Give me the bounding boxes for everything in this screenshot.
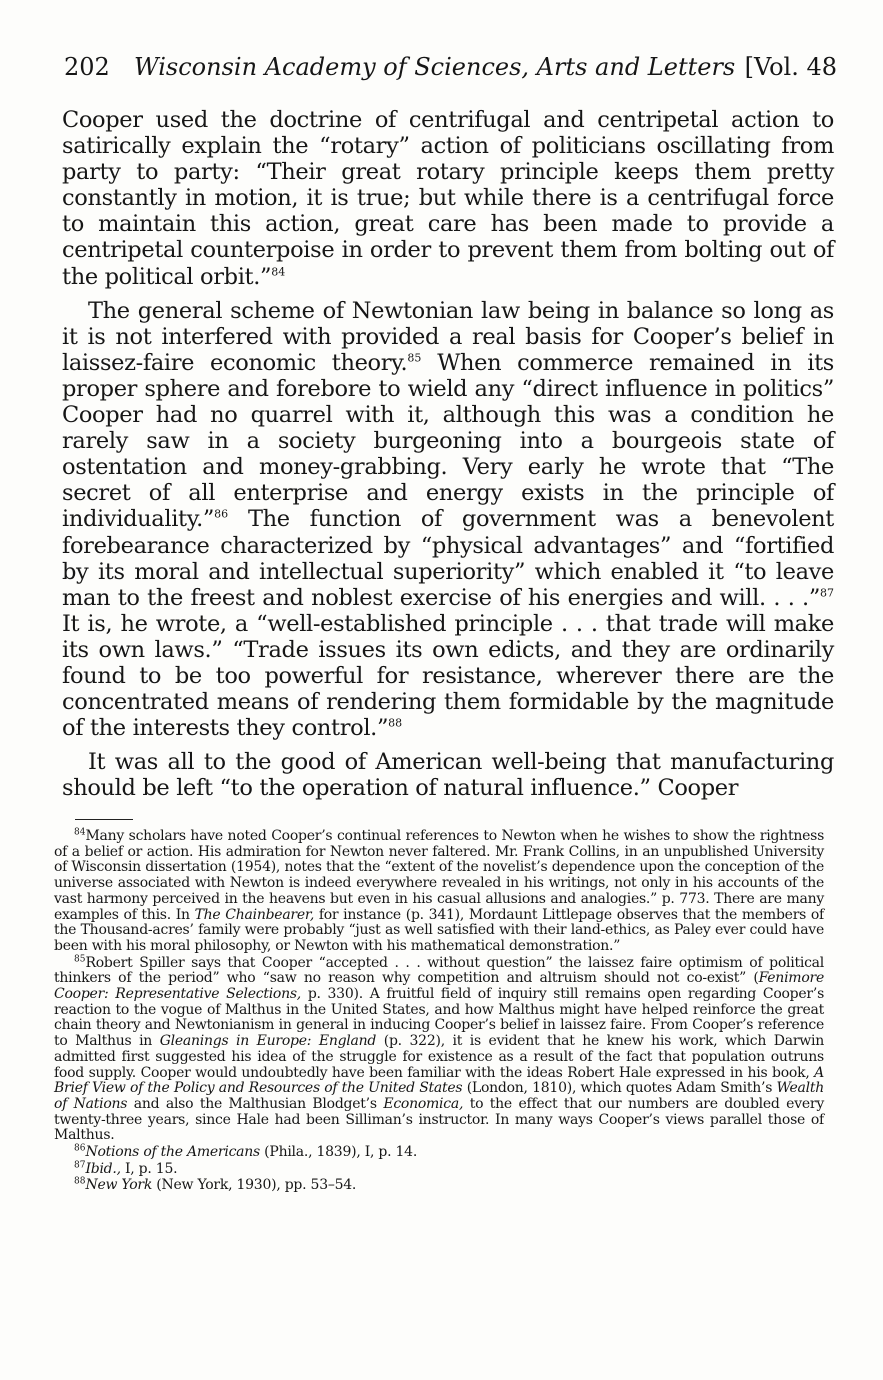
footnote-divider — [75, 819, 133, 820]
paragraph-1: Cooper used the doctrine of centrifugal and centripetal action to satirically explain the “rotary” action of politicians oscillating from party to party: “Their great rotary principle keeps them pretty constantly in motion, it is true; but while there is a centrifugal force to maintain this action, great care has been made to provide a centripetal counterpoise in order to prevent them from bolting out of the political orbit.”$^{84}$ — [62, 107, 834, 290]
cited-title: Gleanings in Europe: England — [159, 1033, 377, 1050]
cited-title: Fenimore Cooper: Representative Selections, — [54, 970, 824, 1003]
footnote-number: 88 — [74, 1176, 86, 1187]
footnote-number: 87 — [74, 1160, 86, 1171]
cited-title: Notions of the Americans — [85, 1144, 260, 1161]
footnote-ref-85[interactable]: 85 — [407, 351, 422, 365]
footnote-ref-86[interactable]: 86 — [214, 507, 229, 521]
paragraph-2: The general scheme of Newtonian law being in balance so long as it is not interfered with provided a real basis for Cooper’s belief in laissez-faire economic theory.$^{85}$ When commerce remained in its proper sphere and forebore to wield any “direct influence in politics” Cooper had no quarrel with it, although this was a condition he rarely saw in a society burgeoning into a bourgeois state of ostentation and money-grabbing. Very early he wrote that “The secret of all enterprise and energy exists in the principle of individuality.”$^{86}$ The function of government was a benevolent forebearance characterized by “physical advantages” and “fortified by its moral and intellectual superiority” which enabled it “to leave man to the freest and noblest exercise of his energies and will. . . .”$^{87}$ It is, he wrote, a “well-established principle . . . that trade will make its own laws.” “Trade issues its own edicts, and they are ordinarily found to be too powerful for resistance, wherever there are the concentrated means of rendering them formidable by the magnitude of the interests they control.”$^{88}$ — [62, 297, 834, 742]
running-header — [64, 50, 837, 84]
footnote-87: $^{87}$Ibid., I, p. 15. — [74, 1160, 178, 1177]
cited-title: Wealth of Nations — [54, 1080, 824, 1112]
footnote-86: $^{86}$Notions of the Americans (Phila., 1839), I, p. 14. — [74, 1143, 418, 1161]
cited-title: Ibid., — [85, 1160, 121, 1177]
page-number: 202 — [64, 53, 110, 81]
footnote-85: $^{85}$Robert Spiller says that Cooper “accepted . . . without question” the laissez faire optimism of political thinkers of the period” who “saw no reason why competition and altruism should not co-exist” (Fenimore Cooper: Representative Selections, p. 330). A fruitful field of inquiry still remains open regarding Cooper’s reaction to the vogue of Malthus in the United States, and how Malthus might have helped reinforce the great chain theory and Newtonianism in general in inducing Cooper’s belief in laissez faire. From Cooper’s reference to Malthus in Gleanings in Europe: England (p. 322), it is evident that he knew his work, which Darwin admitted first suggested his idea of the struggle for existence as a result of the fact that population outruns food supply. Cooper would undoubtedly have been familiar with the ideas Robert Hale expressed in his book, A Brief View of the Policy and Resources of the United States (London, 1810), which quotes Adam Smith’s Wealth of Nations and also the Malthusian Blodget’s Economica, to the effect that our numbers are doubled every twenty-three years, since Hale had been Silliman’s instructor. In many ways Cooper’s views parallel those of Malthus. — [54, 953, 825, 1144]
footnote-number: 84 — [74, 827, 86, 838]
cited-title: Economica, — [383, 1095, 464, 1112]
footnote-number: 85 — [74, 953, 86, 964]
footnotes — [54, 829, 824, 1195]
footnote-ref-88[interactable]: 88 — [388, 716, 403, 730]
volume-label: [Vol. 48 — [744, 53, 837, 81]
main-text — [62, 107, 834, 809]
cited-title: A Brief View of the Policy and Resources of the United States — [54, 1064, 824, 1097]
journal-title: Wisconsin Academy of Sciences, Arts and Letters — [134, 53, 736, 81]
cited-title: The Chainbearer, — [194, 906, 315, 923]
cited-title: New York — [85, 1177, 153, 1194]
footnote-ref-87[interactable]: 87 — [820, 586, 834, 600]
footnote-ref-84[interactable]: 84 — [271, 265, 286, 279]
footnote-number: 86 — [74, 1143, 86, 1154]
footnote-84: $^{84}$Many scholars have noted Cooper’s continual references to Newton when he wishes to show the rightness of a belief or action. His admiration for Newton never faltered. Mr. Frank Collins, in an unpublished University of Wisconsin dissertation (1954), notes that the “extent of the novelist’s dependence upon the conception of the universe associated with Newton is indeed everywhere revealed in his writings, not only in his accounts of the vast harmony perceived in the heavens but even in his casual allusions and analogies.” p. 773. There are many examples of this. In The Chainbearer, for instance (p. 341), Mordaunt Littlepage observes that the members of the Thousand-acres’ family were probably “just as well satisfied with their land-ethics, as Paley ever could have been with his moral philosophy, or Newton with his mathematical demonstration.” — [54, 827, 824, 954]
footnote-88: $^{88}$New York (New York, 1930), pp. 53–54. — [74, 1176, 357, 1194]
paragraph-3: It was all to the good of American well-being that manufacturing should be left “to the operation of natural influence.” Cooper — [62, 749, 834, 802]
